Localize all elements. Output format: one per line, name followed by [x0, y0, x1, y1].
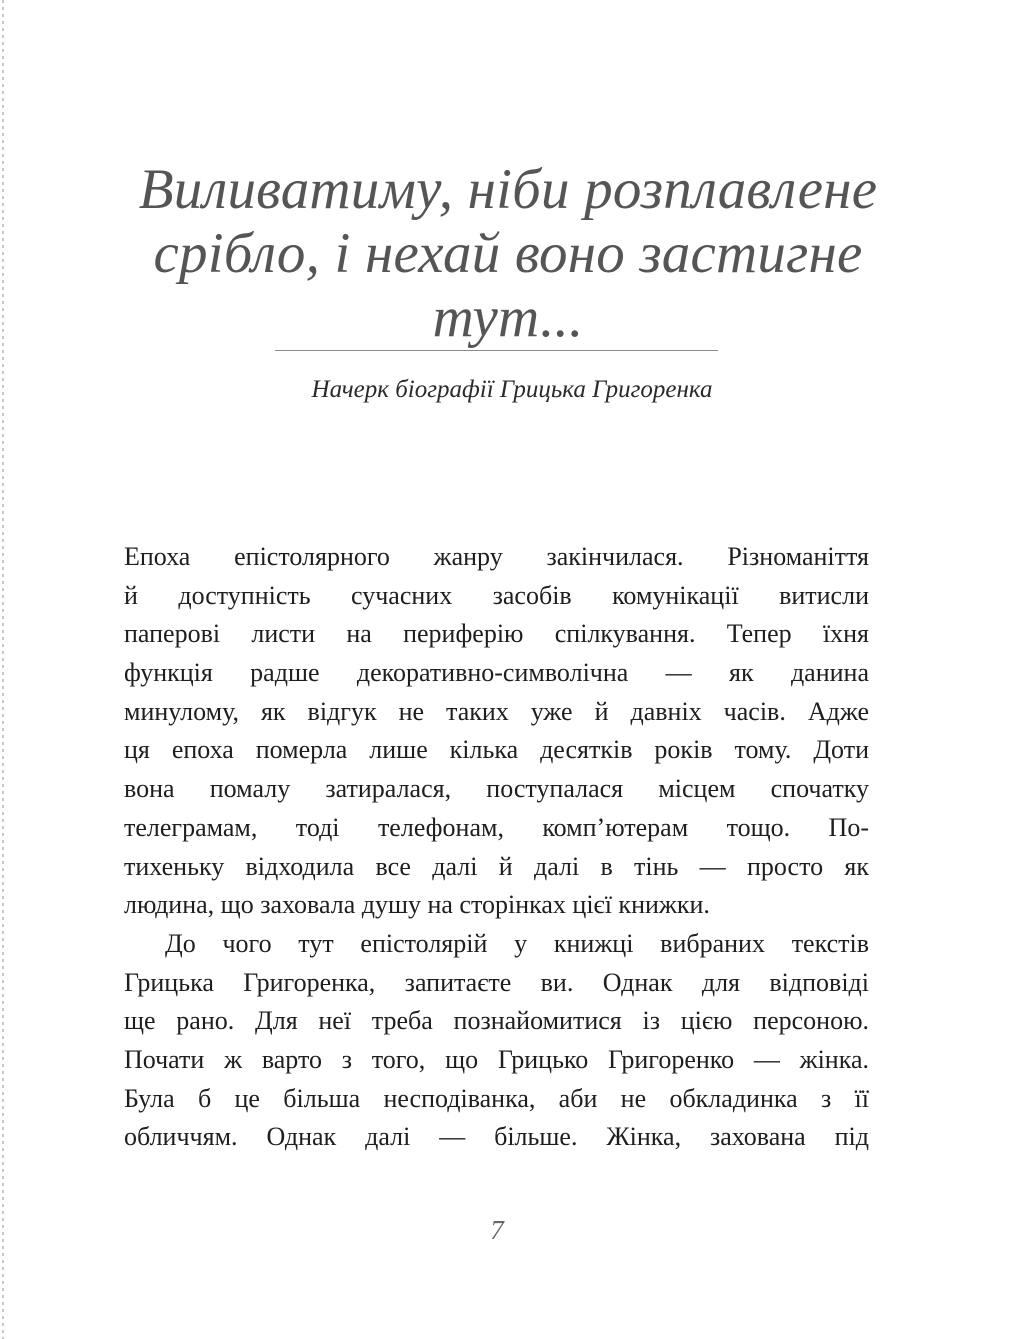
- chapter-title: [110, 158, 906, 350]
- text-line: функція радше декоративно-символічна — як данина: [124, 658, 869, 688]
- text-line: тихеньку відходила все далі й далі в тінь — просто як: [124, 851, 869, 881]
- text-line: минулому, як відгук не таких уже й давніх часів. Адже: [124, 696, 869, 726]
- text-line: Грицька Григоренка, запитаєте ви. Однак для відповіді: [124, 967, 869, 997]
- text-line: Була б це більша несподіванка, аби не обкладинка з її: [124, 1083, 869, 1113]
- text-line: вона помалу затиралася, поступалася місцем спочатку: [124, 774, 869, 804]
- chapter-title-line: срібло, і нехай воно застигне: [153, 222, 863, 285]
- text-line: Почати ж варто з того, що Грицько Григоренко — жінка.: [124, 1044, 869, 1074]
- chapter-title-line: тут...: [432, 286, 584, 349]
- chapter-title-line: Виливатиму, ніби розплавлене: [138, 158, 878, 221]
- text-line: обличчям. Однак далі — більше. Жінка, захована під: [124, 1122, 869, 1152]
- title-divider: [275, 350, 718, 351]
- paragraph-1: [124, 538, 869, 925]
- text-line: й доступність сучасних засобів комунікації витисли: [124, 580, 869, 610]
- chapter-subtitle: Начерк біографії Грицька Григоренка: [311, 376, 713, 403]
- page-edge-marks: [2, 0, 4, 1339]
- text-line: Епоха епістолярного жанру закінчилася. Різноманіття: [124, 542, 869, 571]
- text-line: ця епоха померла лише кілька десятків років тому. Доти: [124, 735, 869, 765]
- text-line: ще рано. Для неї треба познайомитися із цією персоною.: [124, 1006, 869, 1036]
- text-line: паперові листи на периферію спілкування. Тепер їхня: [124, 619, 869, 649]
- text-line: До чого тут епістолярій у книжці вибраних текстів: [165, 928, 869, 958]
- paragraph-2: [124, 925, 869, 1157]
- body-text: [124, 538, 869, 1157]
- page-number: 7: [490, 1215, 504, 1245]
- text-line: людина, що заховала душу на сторінках цієї книжки.: [124, 890, 710, 920]
- text-line: телеграмам, тоді телефонам, комп’ютерам тощо. По-: [124, 812, 869, 842]
